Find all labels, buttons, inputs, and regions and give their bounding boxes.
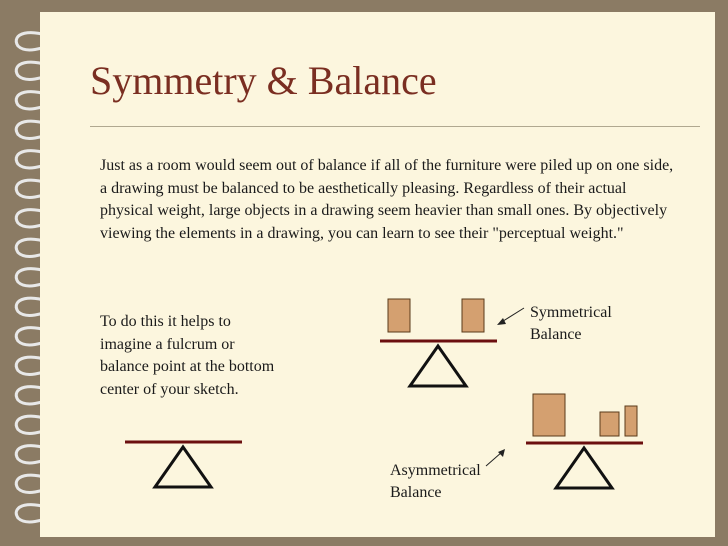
large-weight <box>533 394 565 436</box>
fulcrum-illustration <box>125 442 242 487</box>
fulcrum-triangle <box>155 447 211 487</box>
left-weight <box>388 299 410 332</box>
asymmetrical-arrowhead <box>498 449 505 457</box>
symmetrical-balance-label <box>530 302 612 346</box>
symmetrical-label-line2: Balance <box>530 326 582 343</box>
symmetrical-arrowhead <box>497 318 506 325</box>
symmetrical-fulcrum <box>410 346 466 386</box>
asymmetrical-balance-label <box>390 460 481 504</box>
title-divider <box>90 126 700 127</box>
asymmetrical-label-line1: Asymmetrical <box>390 462 481 479</box>
page-title: Symmetry & Balance <box>90 58 437 103</box>
asymmetrical-pointer-arrow <box>486 452 502 466</box>
symmetrical-pointer-arrow <box>500 308 524 323</box>
tall-weight <box>625 406 637 436</box>
right-weight <box>462 299 484 332</box>
small-weight <box>600 412 619 436</box>
asymmetrical-label-line2: Balance <box>390 484 442 501</box>
intro-paragraph: Just as a room would seem out of balance if all of the furniture were piled up on one side, a drawing must be balanced to be aesthetically pleasing. Regardless of their actual physical weight, large objects in a drawing seem heavier than small ones. By objectively viewing the elements in a drawing, you can learn to see their "perceptual weight." <box>100 157 674 242</box>
asymmetrical-balance-diagram <box>486 394 643 488</box>
notebook-page <box>40 12 715 537</box>
fulcrum-note: To do this it helps to imagine a fulcrum or balance point at the bottom center of your sketch. <box>100 313 275 398</box>
symmetrical-label-line1: Symmetrical <box>530 304 612 321</box>
asymmetrical-fulcrum <box>556 448 612 488</box>
symmetrical-balance-diagram <box>380 299 524 386</box>
